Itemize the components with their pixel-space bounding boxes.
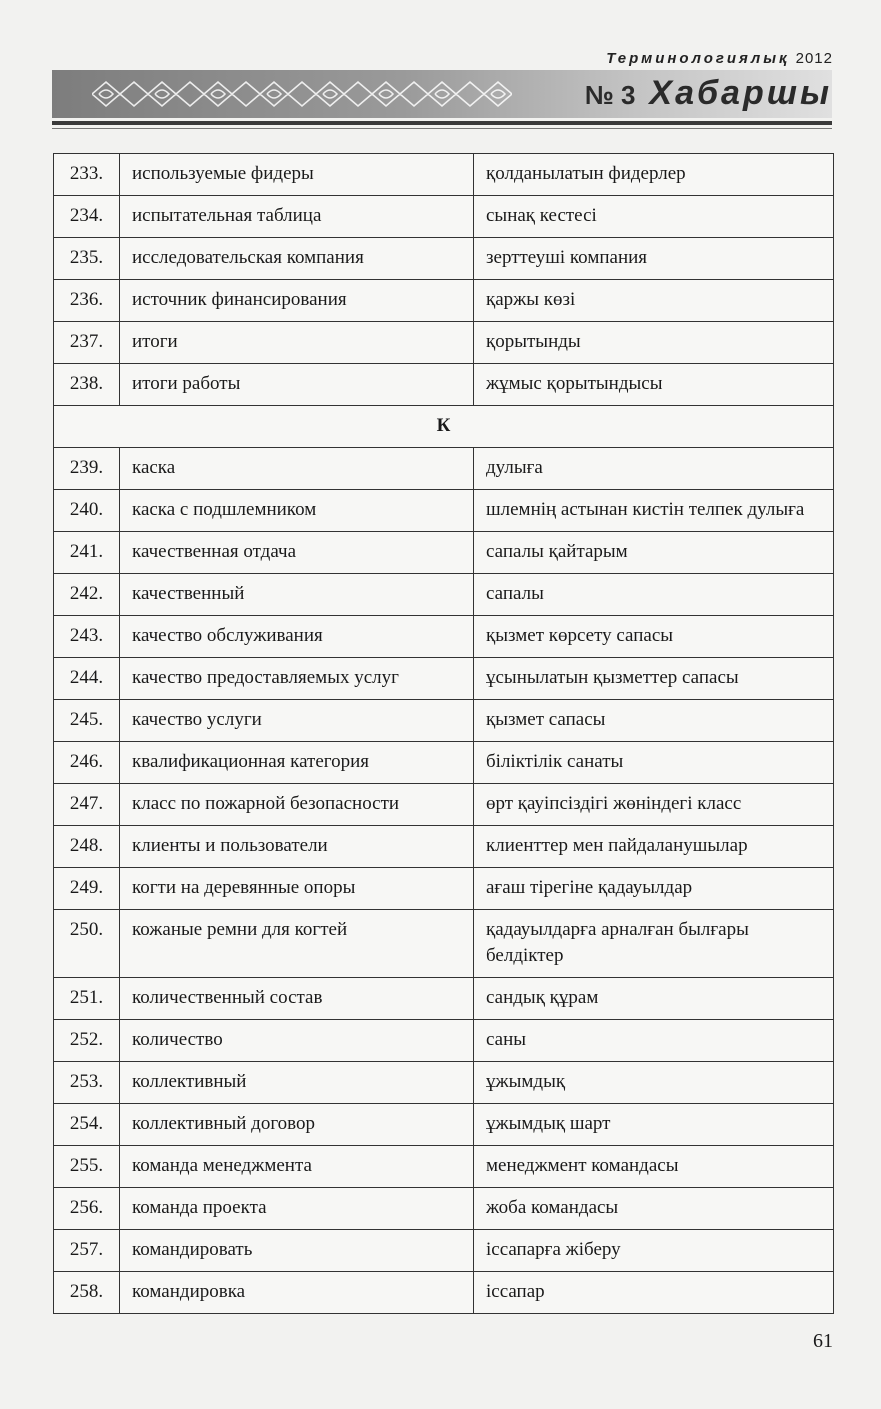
table-row <box>54 700 834 742</box>
issue-number: № 3 <box>584 80 636 110</box>
russian-term: когти на деревянные опоры <box>120 868 474 910</box>
table-row <box>54 1188 834 1230</box>
journal-year: 2012 <box>795 50 833 67</box>
publication-name: Хабаршы <box>649 74 832 112</box>
entry-number: 241. <box>54 532 120 574</box>
entry-number: 234. <box>54 196 120 238</box>
entry-number: 249. <box>54 868 120 910</box>
entry-number: 247. <box>54 784 120 826</box>
table-row <box>54 532 834 574</box>
russian-term: качество предоставляемых услуг <box>120 658 474 700</box>
table-row <box>54 742 834 784</box>
kazakh-term: қаржы көзі <box>474 280 834 322</box>
russian-term: источник финансирования <box>120 280 474 322</box>
kazakh-term: зерттеуші компания <box>474 238 834 280</box>
russian-term: качественная отдача <box>120 532 474 574</box>
ornament-icon <box>92 76 512 112</box>
russian-term: кожаные ремни для когтей <box>120 910 474 978</box>
kazakh-term: жоба командасы <box>474 1188 834 1230</box>
table-row <box>54 1146 834 1188</box>
russian-term: качество обслуживания <box>120 616 474 658</box>
kazakh-term: қызмет көрсету сапасы <box>474 616 834 658</box>
kazakh-term: ұжымдық шарт <box>474 1104 834 1146</box>
kazakh-term: іссапарға жіберу <box>474 1230 834 1272</box>
russian-term: количественный состав <box>120 978 474 1020</box>
russian-term: качество услуги <box>120 700 474 742</box>
kazakh-term: қолданылатын фидерлер <box>474 154 834 196</box>
entry-number: 246. <box>54 742 120 784</box>
kazakh-term: сапалы <box>474 574 834 616</box>
table-row <box>54 868 834 910</box>
entry-number: 238. <box>54 364 120 406</box>
kazakh-term: қызмет сапасы <box>474 700 834 742</box>
kazakh-term: ұсынылатын қызметтер сапасы <box>474 658 834 700</box>
table-row <box>54 574 834 616</box>
russian-term: командировка <box>120 1272 474 1314</box>
entry-number: 240. <box>54 490 120 532</box>
kazakh-term: қадауылдарға арналған былғары белдіктер <box>474 910 834 978</box>
table-row <box>54 280 834 322</box>
entry-number: 236. <box>54 280 120 322</box>
journal-title: Терминологиялық <box>606 50 790 67</box>
page-number: 61 <box>813 1330 833 1352</box>
entry-number: 245. <box>54 700 120 742</box>
russian-term: команда проекта <box>120 1188 474 1230</box>
kazakh-term: біліктілік санаты <box>474 742 834 784</box>
russian-term: коллективный <box>120 1062 474 1104</box>
russian-term: каска <box>120 448 474 490</box>
table-row <box>54 910 834 978</box>
section-letter-row <box>54 406 834 448</box>
russian-term: каска с подшлемником <box>120 490 474 532</box>
russian-term: количество <box>120 1020 474 1062</box>
journal-header <box>606 50 833 67</box>
section-header <box>54 406 834 448</box>
table-row <box>54 196 834 238</box>
table-row <box>54 1104 834 1146</box>
russian-term: клиенты и пользователи <box>120 826 474 868</box>
entry-number: 237. <box>54 322 120 364</box>
entry-number: 255. <box>54 1146 120 1188</box>
kazakh-term: шлемнің астынан кистін телпек дулыға <box>474 490 834 532</box>
table-row <box>54 784 834 826</box>
entry-number: 251. <box>54 978 120 1020</box>
entry-number: 257. <box>54 1230 120 1272</box>
header-rule-thin <box>52 128 832 129</box>
kazakh-term: саны <box>474 1020 834 1062</box>
table-row <box>54 978 834 1020</box>
kazakh-term: менеджмент командасы <box>474 1146 834 1188</box>
entry-number: 254. <box>54 1104 120 1146</box>
entry-number: 248. <box>54 826 120 868</box>
russian-term: команда менеджмента <box>120 1146 474 1188</box>
russian-term: класс по пожарной безопасности <box>120 784 474 826</box>
russian-term: итоги <box>120 322 474 364</box>
russian-term: используемые фидеры <box>120 154 474 196</box>
kazakh-term: сынақ кестесі <box>474 196 834 238</box>
table-row <box>54 154 834 196</box>
entry-number: 243. <box>54 616 120 658</box>
entry-number: 233. <box>54 154 120 196</box>
kazakh-term: жұмыс қорытындысы <box>474 364 834 406</box>
table-body-top <box>54 154 834 406</box>
entry-number: 244. <box>54 658 120 700</box>
russian-term: испытательная таблица <box>120 196 474 238</box>
kazakh-term: дулыға <box>474 448 834 490</box>
table-row <box>54 490 834 532</box>
table-row <box>54 1230 834 1272</box>
kazakh-term: іссапар <box>474 1272 834 1314</box>
kazakh-term: сандық құрам <box>474 978 834 1020</box>
russian-term: качественный <box>120 574 474 616</box>
entry-number: 258. <box>54 1272 120 1314</box>
header-banner <box>52 70 832 118</box>
russian-term: исследовательская компания <box>120 238 474 280</box>
kazakh-term: сапалы қайтарым <box>474 532 834 574</box>
kazakh-term: өрт қауіпсіздігі жөніндегі класс <box>474 784 834 826</box>
header-rule <box>52 121 832 125</box>
entry-number: 242. <box>54 574 120 616</box>
kazakh-term: ағаш тірегіне қадауылдар <box>474 868 834 910</box>
issue-label <box>585 74 832 113</box>
table-row <box>54 448 834 490</box>
russian-term: командировать <box>120 1230 474 1272</box>
table-row <box>54 238 834 280</box>
entry-number: 253. <box>54 1062 120 1104</box>
kazakh-term: қорытынды <box>474 322 834 364</box>
entry-number: 235. <box>54 238 120 280</box>
entry-number: 252. <box>54 1020 120 1062</box>
table-row <box>54 1272 834 1314</box>
table-row <box>54 658 834 700</box>
russian-term: квалификационная категория <box>120 742 474 784</box>
table-row <box>54 322 834 364</box>
russian-term: итоги работы <box>120 364 474 406</box>
russian-term: коллективный договор <box>120 1104 474 1146</box>
table-row <box>54 1020 834 1062</box>
table-body-bottom <box>54 448 834 1314</box>
table-row <box>54 616 834 658</box>
entry-number: 250. <box>54 910 120 978</box>
entry-number: 239. <box>54 448 120 490</box>
entry-number: 256. <box>54 1188 120 1230</box>
table-row <box>54 826 834 868</box>
kazakh-term: клиенттер мен пайдаланушылар <box>474 826 834 868</box>
kazakh-term: ұжымдық <box>474 1062 834 1104</box>
table-row <box>54 364 834 406</box>
terminology-table <box>53 153 834 1314</box>
section-letter: К <box>54 406 834 448</box>
table-row <box>54 1062 834 1104</box>
